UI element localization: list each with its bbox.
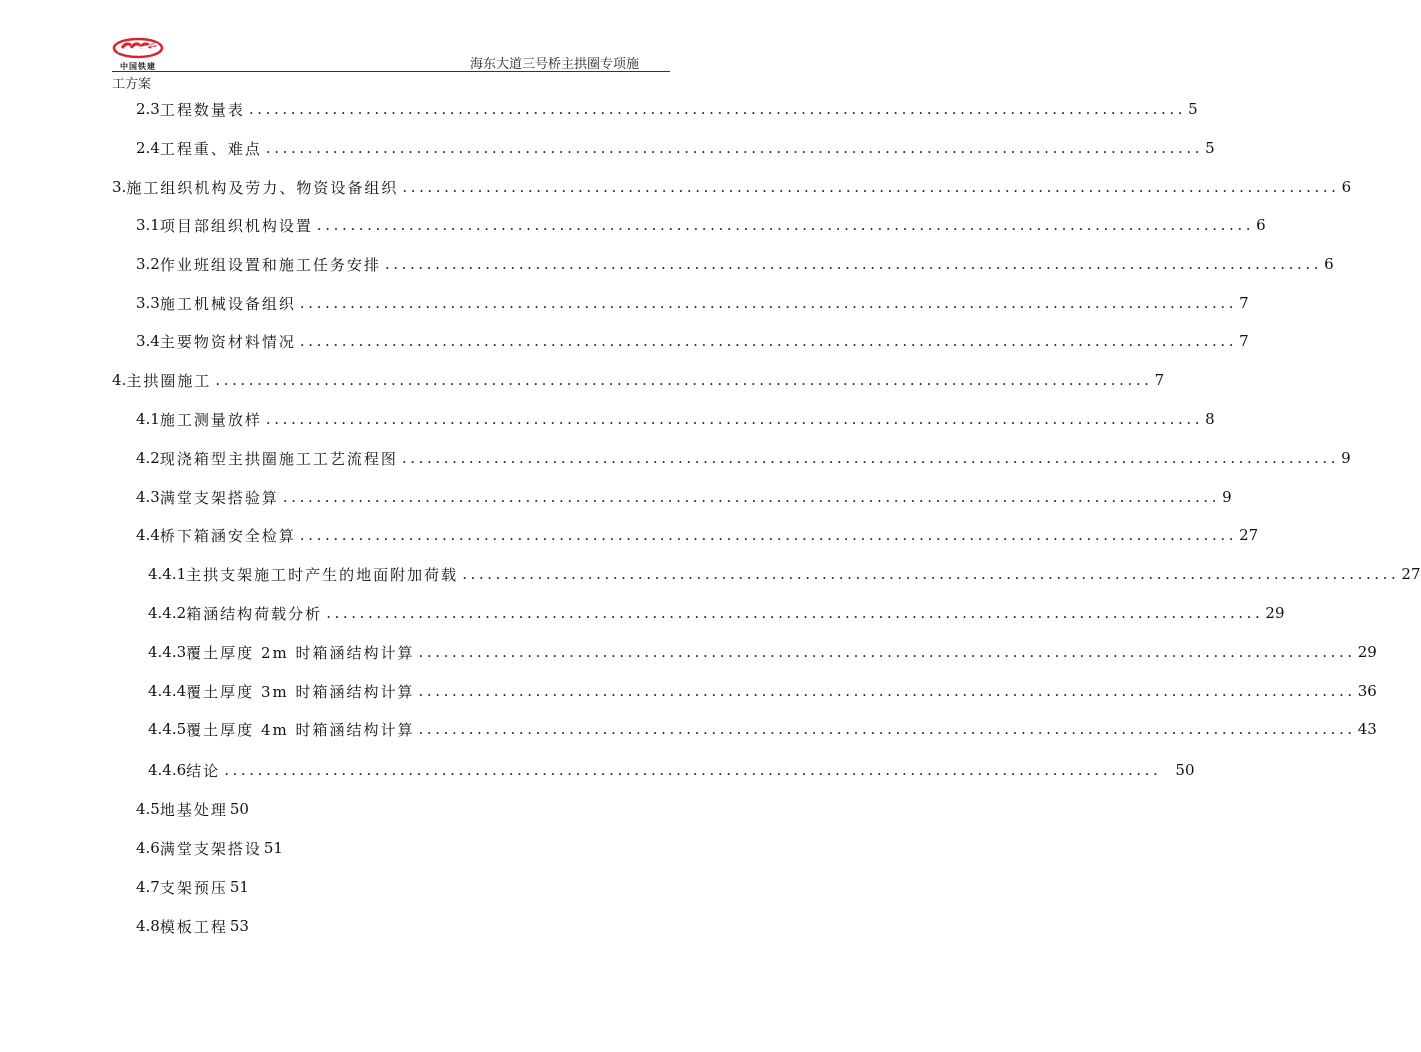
toc-entry[interactable]: [136, 836, 436, 860]
toc-number: 3.1: [136, 216, 160, 234]
toc-title: 主拱支架施工时产生的地面附加荷载: [186, 565, 459, 584]
toc-title: 项目部组织机构设置: [159, 216, 313, 235]
toc-title: 支架预压: [159, 878, 228, 897]
toc-leader: ................................................................................................................: [401, 449, 1340, 467]
toc-number: 2.3: [136, 100, 160, 118]
toc-page: 9: [1222, 488, 1232, 506]
toc-number: 4.5: [136, 800, 160, 818]
toc-entry[interactable]: [136, 446, 1351, 470]
toc-entry[interactable]: [136, 97, 1198, 121]
toc-entry[interactable]: [112, 175, 1352, 199]
toc-title: 现浇箱型主拱圈施工工艺流程图: [159, 449, 398, 468]
toc-entry[interactable]: [136, 523, 1259, 547]
toc-number: 4.3: [136, 488, 160, 506]
toc-page: 5: [1205, 139, 1215, 157]
toc-entry[interactable]: [136, 252, 1334, 276]
toc-page: 29: [1265, 604, 1285, 622]
toc-leader: ................................................................................................................: [248, 100, 1187, 118]
toc-page: 27: [1401, 565, 1421, 583]
toc-number: 4.4.5: [148, 720, 187, 738]
toc-leader: ................................................................................................................: [265, 410, 1204, 428]
toc-leader: ................................................................................................................: [215, 371, 1153, 389]
toc-title: 箱涵结构荷载分析: [186, 604, 323, 623]
toc-title: 满堂支架搭设: [159, 839, 262, 858]
toc-leader: ................................................................................................................: [282, 488, 1221, 506]
toc-leader: ................................................................................................................: [299, 294, 1238, 312]
header-divider: [112, 71, 670, 72]
toc-page: 51: [229, 878, 249, 896]
toc-leader: ................................................................................................................: [224, 761, 1162, 779]
toc-number: 4.: [112, 371, 127, 389]
toc-leader: ................................................................................................................: [418, 720, 1356, 738]
document-title: 海东大道三号桥主拱圈专项施: [470, 57, 640, 72]
toc-number: 3.2: [136, 255, 160, 273]
toc-number: 4.6: [136, 839, 160, 857]
toc-entry[interactable]: [148, 562, 1421, 586]
toc-entry[interactable]: [148, 601, 1285, 625]
toc-leader: ................................................................................................................: [384, 255, 1323, 273]
toc-page: 50: [229, 800, 249, 818]
toc-leader: ................................................................................................................: [316, 216, 1255, 234]
toc-entry[interactable]: [148, 717, 1377, 741]
toc-entry[interactable]: [112, 368, 1165, 392]
toc-number: 4.4.6: [148, 761, 187, 779]
toc-leader: ................................................................................................................: [418, 643, 1356, 661]
toc-number: 2.4: [136, 139, 160, 157]
toc-leader: ................................................................................................................: [402, 178, 1340, 196]
toc-entry[interactable]: [148, 679, 1377, 703]
toc-number: 4.4.2: [148, 604, 187, 622]
toc-page: 6: [1256, 216, 1266, 234]
toc-title: 桥下箱涵安全检算: [159, 526, 296, 545]
toc-number: 4.1: [136, 410, 160, 428]
toc-page: 6: [1341, 178, 1352, 196]
toc-number: 4.4.3: [148, 643, 187, 661]
toc-number: 4.7: [136, 878, 160, 896]
toc-leader: ................................................................................................................: [299, 332, 1238, 350]
toc-title: 工程重、难点: [159, 139, 262, 158]
toc-page: 27: [1239, 526, 1259, 544]
toc-title: 满堂支架搭验算: [159, 488, 279, 507]
toc-title: 结论: [186, 761, 221, 780]
toc-page: 7: [1154, 371, 1165, 389]
toc-title: 主拱圈施工: [126, 371, 212, 390]
toc-leader: ................................................................................................................: [299, 526, 1238, 544]
toc-number: 4.4.4: [148, 682, 187, 700]
toc-number: 4.8: [136, 917, 160, 935]
toc-page: 5: [1188, 100, 1198, 118]
toc-number: 3.3: [136, 294, 160, 312]
toc-number: 4.2: [136, 449, 160, 467]
toc-title: 地基处理: [159, 800, 228, 819]
toc-title: 模板工程: [159, 917, 228, 936]
toc-entry[interactable]: [136, 407, 1215, 431]
toc-title: 主要物资材料情况: [159, 332, 296, 351]
document-subtitle: 工方案: [112, 77, 152, 92]
toc-entry[interactable]: [136, 797, 436, 821]
toc-title: 覆土厚度 4m 时箱涵结构计算: [186, 720, 415, 739]
toc-entry[interactable]: [136, 291, 1249, 315]
toc-title: 施工测量放样: [159, 410, 262, 429]
toc-entry[interactable]: [136, 329, 1249, 353]
toc-title: 作业班组设置和施工任务安排: [159, 255, 381, 274]
page-header: [0, 0, 744, 100]
toc-title: 工程数量表: [159, 100, 245, 119]
toc-page: 29: [1357, 643, 1377, 661]
toc-title: 覆土厚度 2m 时箱涵结构计算: [186, 643, 415, 662]
toc-entry[interactable]: [136, 136, 1215, 160]
toc-number: 3.: [112, 178, 127, 196]
toc-number: 4.4.1: [148, 565, 187, 583]
toc-number: 3.4: [136, 332, 160, 350]
toc-page: 36: [1357, 682, 1377, 700]
toc-entry[interactable]: [136, 485, 1232, 509]
toc-entry[interactable]: [136, 914, 436, 938]
toc-page: 6: [1324, 255, 1334, 273]
toc-title: 施工机械设备组织: [159, 294, 296, 313]
toc-page: 9: [1341, 449, 1351, 467]
logo-text: 中国铁建: [120, 62, 156, 71]
toc-leader: ................................................................................................................: [462, 565, 1400, 583]
toc-entry[interactable]: [136, 213, 1266, 237]
toc-entry[interactable]: [148, 758, 1195, 782]
toc-page: 7: [1239, 332, 1249, 350]
toc-entry[interactable]: [136, 875, 436, 899]
toc-leader: ................................................................................................................: [326, 604, 1264, 622]
toc-page: 51: [263, 839, 283, 857]
toc-page: 50: [1175, 761, 1195, 779]
toc-leader: ................................................................................................................: [418, 682, 1356, 700]
toc-title: 覆土厚度 3m 时箱涵结构计算: [186, 682, 415, 701]
toc-page: 53: [229, 917, 249, 935]
toc-leader: ................................................................................................................: [265, 139, 1204, 157]
toc-page: 8: [1205, 410, 1215, 428]
toc-title: 施工组织机构及劳力、物资设备组织: [126, 178, 399, 197]
toc-page: 7: [1239, 294, 1249, 312]
toc-entry[interactable]: [148, 640, 1377, 664]
toc-number: 4.4: [136, 526, 160, 544]
toc-page: 43: [1357, 720, 1377, 738]
